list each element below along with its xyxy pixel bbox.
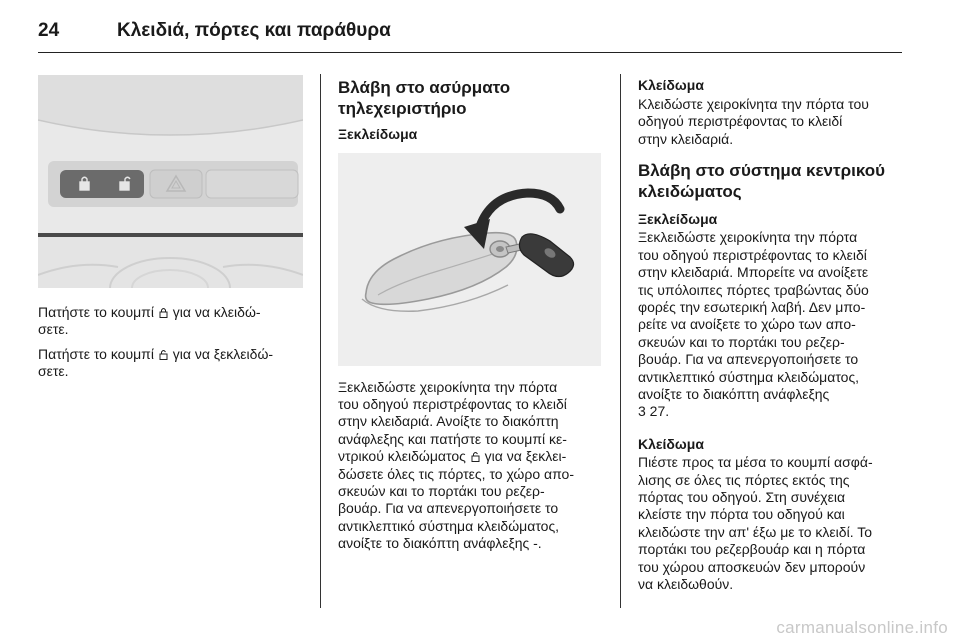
unlock-instruction [38, 346, 313, 381]
remote-unlock-line-9: αντικλεπτικό σύστημα κλειδώματος, [338, 518, 560, 534]
remote-unlock-line-2: του οδηγού περιστρέφοντας το κλειδί [338, 396, 567, 412]
page-header [38, 12, 902, 53]
manual-lock-line-3: στην κλειδαριά. [638, 131, 734, 147]
doors-lock-line-7: του χώρου αποσκευών δεν μπορούν [638, 559, 866, 575]
central-unlock-icon [471, 451, 480, 462]
doors-lock-line-2: λισης σε όλες τις πόρτες εκτός της [638, 472, 850, 488]
central-unlock-line-2: του οδηγού περιστρέφοντας το κλειδί [638, 247, 867, 263]
central-unlock-line-5: φορές την εσωτερική λαβή. Δεν μπο- [638, 299, 866, 315]
doors-lock-line-5: κλειδώστε την απ' έξω με το κλειδί. Το [638, 524, 873, 540]
doors-lock-line-4: κλείστε την πόρτα του οδηγού και [638, 506, 845, 522]
console-lock-buttons-figure [38, 75, 303, 288]
remote-unlock-line-5-start: ντρικού κλειδώματος [338, 448, 466, 464]
central-unlock-line-3: στην κλειδαριά. Μπορείτε να ανοίξετε [638, 264, 869, 280]
central-unlock-line-4: τις υπόλοιπες πόρτες τραβώντας δύο [638, 282, 869, 298]
doors-lock-subheading: Κλείδωμα [638, 436, 704, 452]
remote-failure-heading-line2: τηλεχειριστήριο [338, 99, 467, 118]
page-number: 24 [38, 20, 60, 41]
lock-icon [159, 307, 168, 318]
remote-unlock-line-4: ανάφλεξης και πατήστε το κουμπί κε- [338, 431, 567, 447]
unlock-instruction-text-wrap: σετε. [38, 363, 69, 380]
remote-failure-heading [338, 77, 510, 119]
central-lock-failure-heading-line1: Βλάβη στο σύστημα κεντρικού [638, 161, 886, 180]
console-lock-buttons-illustration [38, 75, 303, 288]
unlock-instruction-text-end: για να ξεκλειδώ- [172, 346, 274, 362]
central-unlock-line-6: ρείτε να ανοίξετε το χώρο των απο- [638, 316, 856, 332]
central-unlock-line-9: αντικλεπτικό σύστημα κλειδώματος, [638, 369, 860, 385]
remote-unlock-line-3: στην κλειδαριά. Ανοίξτε το διακόπτη [338, 413, 559, 429]
central-unlock-line-10: ανοίξτε το διακόπτη ανάφλεξης [638, 386, 830, 402]
page-title: Κλειδιά, πόρτες και παράθυρα [117, 20, 391, 41]
door-handle-key-illustration [338, 153, 601, 366]
central-unlock-line-1: Ξεκλειδώστε χειροκίνητα την πόρτα [638, 229, 858, 245]
doors-lock-line-6: πορτάκι του ρεζερβουάρ και η πόρτα [638, 541, 866, 557]
remote-unlock-line-1: Ξεκλειδώστε χειροκίνητα την πόρτα [338, 379, 558, 395]
remote-failure-heading-line1: Βλάβη στο ασύρματο [338, 78, 511, 97]
doors-lock-line-1: Πιέστε προς τα μέσα το κουμπί ασφά- [638, 454, 873, 470]
column-divider-1 [320, 74, 321, 608]
manual-lock-line-2: οδηγού περιστρέφοντας το κλειδί [638, 113, 843, 129]
remote-unlock-line-8: βουάρ. Για να απενεργοποιήσετε το [338, 500, 559, 516]
remote-unlock-line-7: σκευών και το πορτάκι του ρεζερ- [338, 483, 545, 499]
remote-unlock-line-6: δώσετε όλες τις πόρτες, το χώρο απο- [338, 466, 575, 482]
page-reference[interactable]: 3 27. [638, 403, 670, 419]
central-lock-failure-heading-line2: κλειδώματος [638, 182, 742, 201]
lock-instruction [38, 304, 313, 339]
central-lock-failure-heading [638, 160, 885, 202]
remote-unlock-line-10: ανοίξτε το διακόπτη ανάφλεξης -. [338, 535, 542, 551]
column-divider-2 [620, 74, 621, 608]
remote-unlock-line-5-end: για να ξεκλει- [484, 448, 567, 464]
remote-unlock-line-5 [338, 448, 618, 465]
doors-lock-line-3: πόρτας του οδηγού. Στη συνέχεια [638, 489, 846, 505]
lock-instruction-text-wrap: σετε. [38, 321, 69, 338]
lock-instruction-text-start: Πατήστε το κουμπί [38, 304, 154, 320]
lock-instruction-text-end: για να κλειδώ- [172, 304, 261, 320]
central-unlock-line-8: βουάρ. Για να απενεργοποιήσετε το [638, 351, 859, 367]
door-handle-key-figure [338, 153, 601, 366]
watermark: carmanualsonline.info [776, 618, 948, 637]
manual-lock-line-1: Κλειδώστε χειροκίνητα την πόρτα του [638, 96, 869, 112]
doors-lock-line-8: να κλειδωθούν. [638, 576, 734, 592]
central-unlock-line-7: σκευών και το πορτάκι του ρεζερ- [638, 334, 845, 350]
unlock-icon [159, 349, 168, 360]
unlock-instruction-text-start: Πατήστε το κουμπί [38, 346, 154, 362]
manual-lock-subheading: Κλείδωμα [638, 77, 704, 93]
remote-unlock-subheading: Ξεκλείδωμα [338, 126, 418, 142]
central-unlock-subheading: Ξεκλείδωμα [638, 211, 718, 227]
